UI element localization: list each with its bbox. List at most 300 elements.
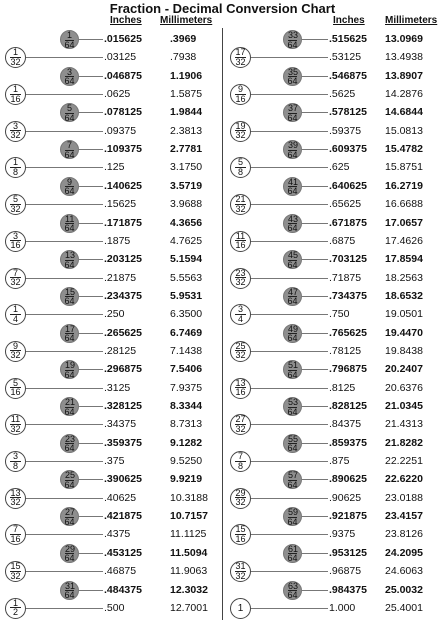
inches-value: .609375 bbox=[329, 143, 367, 156]
table-row bbox=[222, 471, 445, 488]
fraction-badge bbox=[60, 581, 79, 600]
fraction-numerator: 33 bbox=[288, 30, 299, 40]
inches-value: .296875 bbox=[104, 363, 142, 376]
millimeters-value: 20.6376 bbox=[385, 381, 423, 394]
leader-line bbox=[251, 57, 328, 58]
fraction-numerator: 19 bbox=[65, 360, 76, 371]
fraction-denominator: 16 bbox=[10, 93, 21, 104]
inches-value: .578125 bbox=[329, 106, 367, 119]
fraction-numerator: 47 bbox=[288, 286, 299, 297]
fraction-numerator: 9 bbox=[66, 176, 72, 187]
leader-line bbox=[79, 223, 103, 224]
table-row bbox=[0, 526, 222, 543]
table-row bbox=[222, 563, 445, 580]
millimeters-value: 23.8126 bbox=[385, 528, 423, 541]
fraction-denominator: 32 bbox=[10, 423, 21, 434]
fraction-numerator: 55 bbox=[288, 433, 299, 444]
fraction-numerator: 45 bbox=[288, 250, 299, 261]
leader-line bbox=[302, 590, 328, 591]
fraction-denominator: 16 bbox=[235, 533, 246, 544]
millimeters-value: 6.7469 bbox=[170, 326, 203, 339]
millimeters-value: 14.6844 bbox=[385, 106, 423, 119]
leader-line bbox=[251, 388, 328, 389]
millimeters-value: 11.5094 bbox=[170, 546, 208, 559]
fraction-badge bbox=[5, 488, 26, 509]
millimeters-value: 19.8438 bbox=[385, 344, 423, 357]
table-row bbox=[0, 104, 222, 121]
leader-line bbox=[79, 39, 103, 40]
fraction-badge bbox=[5, 84, 26, 105]
fraction-numerator: 51 bbox=[288, 360, 299, 371]
table-row bbox=[0, 545, 222, 562]
table-row bbox=[0, 453, 222, 470]
inches-value: .515625 bbox=[329, 33, 367, 45]
millimeters-value: 16.2719 bbox=[385, 179, 423, 192]
table-row bbox=[222, 196, 445, 213]
inches-value: .203125 bbox=[104, 253, 142, 266]
fraction-denominator: 64 bbox=[287, 39, 298, 50]
fraction-badge bbox=[60, 360, 79, 379]
millimeters-header-left: Millimeters bbox=[160, 15, 213, 26]
inches-value: .640625 bbox=[329, 179, 367, 192]
leader-line bbox=[26, 498, 103, 499]
inches-value: .21875 bbox=[104, 271, 137, 284]
fraction-denominator: 64 bbox=[287, 112, 298, 123]
fraction-denominator: 64 bbox=[287, 553, 298, 564]
millimeters-value: 7.9375 bbox=[170, 381, 203, 394]
fraction-numerator: 5 bbox=[235, 158, 246, 168]
inches-value: .390625 bbox=[104, 473, 142, 486]
fraction-numerator: 31 bbox=[65, 580, 76, 591]
fraction-badge bbox=[283, 581, 302, 600]
leader-line bbox=[79, 76, 103, 77]
fraction-denominator: 64 bbox=[287, 186, 298, 197]
leader-line bbox=[302, 296, 328, 297]
table-row bbox=[0, 416, 222, 433]
fraction-badge bbox=[230, 231, 251, 252]
fraction-denominator: 64 bbox=[287, 296, 298, 307]
fraction-numerator: 3 bbox=[66, 66, 72, 77]
fraction-denominator: 16 bbox=[235, 387, 246, 398]
fraction-denominator: 8 bbox=[237, 166, 243, 177]
leader-line bbox=[302, 516, 328, 517]
fraction-badge bbox=[283, 177, 302, 196]
table-row bbox=[0, 251, 222, 268]
inches-value: .71875 bbox=[329, 271, 362, 284]
inches-value: .140625 bbox=[104, 179, 142, 192]
millimeters-value: .7938 bbox=[170, 51, 197, 64]
millimeters-value: 24.6063 bbox=[385, 565, 423, 578]
inches-value: .84375 bbox=[329, 418, 362, 431]
table-row bbox=[222, 526, 445, 543]
inches-value: .750 bbox=[329, 308, 350, 321]
millimeters-header-right: Millimeters bbox=[385, 15, 438, 26]
table-row bbox=[0, 340, 222, 361]
fraction-numerator: 27 bbox=[235, 414, 246, 425]
millimeters-value: 25.4001 bbox=[385, 601, 423, 614]
millimeters-value: 21.0345 bbox=[385, 400, 423, 412]
fraction-denominator: 64 bbox=[287, 333, 298, 344]
fraction-denominator: 64 bbox=[287, 259, 298, 270]
leader-line bbox=[302, 443, 328, 444]
fraction-badge bbox=[60, 214, 79, 233]
fraction-badge bbox=[5, 451, 26, 472]
table-row bbox=[222, 230, 445, 251]
fraction-badge bbox=[60, 287, 79, 306]
fraction-numerator: 3 bbox=[10, 452, 21, 462]
leader-line bbox=[251, 461, 328, 462]
millimeters-value: 15.8751 bbox=[385, 161, 423, 174]
millimeters-value: 10.3188 bbox=[170, 491, 208, 504]
inches-value: .359375 bbox=[104, 436, 142, 449]
millimeters-value: 10.7157 bbox=[170, 510, 208, 523]
fraction-denominator: 64 bbox=[64, 406, 75, 417]
fraction-denominator: 32 bbox=[235, 423, 246, 434]
table-row bbox=[222, 435, 445, 452]
inches-value: .484375 bbox=[104, 583, 142, 596]
table-row bbox=[0, 49, 222, 66]
fraction-badge bbox=[60, 397, 79, 416]
leader-line bbox=[79, 112, 103, 113]
fraction-denominator: 8 bbox=[12, 460, 18, 471]
fraction-badge bbox=[60, 470, 79, 489]
inches-value: .375 bbox=[104, 455, 125, 468]
inches-value: .921875 bbox=[329, 510, 367, 523]
table-row bbox=[222, 453, 445, 470]
fraction-numerator: 3 bbox=[10, 232, 21, 242]
leader-line bbox=[79, 259, 103, 260]
leader-line bbox=[26, 131, 103, 132]
millimeters-value: 12.7001 bbox=[170, 601, 208, 614]
table-row bbox=[222, 306, 445, 323]
fraction-numerator: 7 bbox=[10, 525, 21, 535]
inches-value: .78125 bbox=[329, 344, 362, 357]
fraction-denominator: 64 bbox=[64, 443, 75, 454]
millimeters-value: 23.0188 bbox=[385, 491, 423, 504]
fraction-denominator: 32 bbox=[235, 350, 246, 361]
fraction-numerator: 7 bbox=[235, 452, 246, 462]
millimeters-value: 13.8907 bbox=[385, 69, 423, 82]
fraction-denominator: 64 bbox=[64, 333, 75, 344]
inches-value: .671875 bbox=[329, 216, 367, 229]
fraction-denominator: 32 bbox=[235, 277, 246, 288]
fraction-badge bbox=[60, 103, 79, 122]
fraction-numerator: 15 bbox=[10, 561, 21, 572]
fraction-numerator: 7 bbox=[10, 269, 21, 279]
fraction-denominator: 32 bbox=[235, 497, 246, 508]
fraction-denominator: 32 bbox=[235, 203, 246, 214]
millimeters-value: 1.1906 bbox=[170, 69, 203, 82]
fraction-denominator: 64 bbox=[287, 516, 298, 527]
inches-value: .500 bbox=[104, 601, 125, 614]
inches-value: .953125 bbox=[329, 546, 367, 559]
leader-line bbox=[302, 333, 328, 334]
fraction-badge bbox=[230, 561, 251, 582]
fraction-denominator: 32 bbox=[10, 277, 21, 288]
fraction-badge bbox=[5, 231, 26, 252]
fraction-numerator: 7 bbox=[66, 140, 72, 151]
fraction-numerator: 53 bbox=[288, 397, 299, 407]
millimeters-value: 18.6532 bbox=[385, 289, 423, 302]
fraction-denominator: 32 bbox=[235, 130, 246, 141]
fraction-denominator: 64 bbox=[64, 259, 75, 270]
table-row bbox=[0, 120, 222, 141]
inches-value: .828125 bbox=[329, 400, 367, 412]
table-row bbox=[222, 487, 445, 508]
leader-line bbox=[26, 534, 103, 535]
fraction-numerator: 21 bbox=[235, 194, 246, 205]
fraction-badge bbox=[230, 451, 251, 472]
inches-value: .65625 bbox=[329, 198, 362, 211]
fraction-numerator: 31 bbox=[235, 561, 246, 572]
fraction-denominator: 32 bbox=[235, 570, 246, 581]
fraction-numerator: 37 bbox=[288, 103, 299, 114]
leader-line bbox=[79, 369, 103, 370]
millimeters-value: 19.4470 bbox=[385, 326, 423, 339]
millimeters-value: 3.9688 bbox=[170, 198, 203, 211]
table-row bbox=[0, 563, 222, 580]
table-row bbox=[222, 159, 445, 176]
fraction-badge bbox=[5, 341, 26, 362]
leader-line bbox=[26, 388, 103, 389]
table-row bbox=[0, 267, 222, 288]
fraction-denominator: 32 bbox=[10, 56, 21, 67]
leader-line bbox=[26, 314, 103, 315]
table-row bbox=[0, 582, 222, 599]
fraction-numerator: 1 bbox=[237, 602, 244, 614]
table-row bbox=[0, 471, 222, 488]
fraction-denominator: 4 bbox=[12, 313, 18, 324]
inches-value: .015625 bbox=[104, 33, 142, 45]
leader-line bbox=[26, 351, 103, 352]
fraction-denominator: 64 bbox=[64, 296, 75, 307]
leader-line bbox=[251, 314, 328, 315]
table-row bbox=[0, 288, 222, 305]
inches-value: .40625 bbox=[104, 491, 137, 504]
fraction-numerator: 59 bbox=[288, 507, 299, 518]
inches-value: .8125 bbox=[329, 381, 356, 394]
leader-line bbox=[302, 186, 328, 187]
millimeters-value: 7.5406 bbox=[170, 363, 203, 376]
leader-line bbox=[79, 443, 103, 444]
table-row bbox=[222, 31, 445, 48]
leader-line bbox=[79, 553, 103, 554]
fraction-numerator: 3 bbox=[10, 122, 21, 132]
inches-value: .890625 bbox=[329, 473, 367, 486]
inches-value: .453125 bbox=[104, 546, 142, 559]
table-row bbox=[222, 508, 445, 525]
fraction-denominator: 64 bbox=[64, 149, 75, 160]
millimeters-value: 2.3813 bbox=[170, 124, 203, 137]
fraction-numerator: 63 bbox=[288, 580, 299, 591]
inches-header-left: Inches bbox=[110, 15, 142, 26]
inches-value: .15625 bbox=[104, 198, 137, 211]
fraction-badge bbox=[283, 544, 302, 563]
inches-value: .9375 bbox=[329, 528, 356, 541]
fraction-denominator: 64 bbox=[64, 479, 75, 490]
leader-line bbox=[26, 461, 103, 462]
leader-line bbox=[79, 333, 103, 334]
fraction-numerator: 1 bbox=[10, 305, 21, 315]
fraction-badge bbox=[60, 177, 79, 196]
millimeters-value: 4.7625 bbox=[170, 234, 203, 247]
millimeters-value: 1.5875 bbox=[170, 88, 203, 101]
fraction-badge bbox=[283, 324, 302, 343]
leader-line bbox=[79, 406, 103, 407]
inches-value: .765625 bbox=[329, 326, 367, 339]
inches-value: .28125 bbox=[104, 344, 137, 357]
leader-line bbox=[251, 131, 328, 132]
fraction-numerator: 23 bbox=[235, 267, 246, 278]
fraction-denominator: 32 bbox=[10, 570, 21, 581]
fraction-badge bbox=[230, 378, 251, 399]
fraction-badge bbox=[60, 67, 79, 86]
millimeters-value: .3969 bbox=[170, 33, 197, 45]
fraction-badge bbox=[5, 414, 26, 435]
millimeters-value: 17.0657 bbox=[385, 216, 423, 229]
leader-line bbox=[251, 204, 328, 205]
inches-value: .234375 bbox=[104, 289, 142, 302]
millimeters-value: 19.0501 bbox=[385, 308, 423, 321]
millimeters-value: 20.2407 bbox=[385, 363, 423, 376]
fraction-numerator: 9 bbox=[235, 85, 246, 95]
fraction-numerator: 15 bbox=[65, 286, 76, 297]
table-row bbox=[222, 398, 445, 415]
table-row bbox=[222, 416, 445, 433]
millimeters-value: 1.9844 bbox=[170, 106, 203, 119]
inches-header-right: Inches bbox=[333, 15, 365, 26]
inches-value: .09375 bbox=[104, 124, 137, 137]
inches-value: .5625 bbox=[329, 88, 356, 101]
table-row bbox=[222, 361, 445, 378]
fraction-denominator: 64 bbox=[64, 590, 75, 600]
leader-line bbox=[302, 112, 328, 113]
leader-line bbox=[79, 479, 103, 480]
fraction-badge bbox=[5, 194, 26, 215]
fraction-numerator: 3 bbox=[235, 305, 246, 315]
table-row bbox=[222, 86, 445, 103]
fraction-denominator: 64 bbox=[64, 516, 75, 527]
fraction-badge bbox=[230, 414, 251, 435]
table-row bbox=[0, 325, 222, 342]
table-row bbox=[222, 178, 445, 195]
fraction-numerator: 17 bbox=[65, 323, 76, 334]
fraction-numerator: 35 bbox=[288, 66, 299, 77]
fraction-denominator: 64 bbox=[287, 479, 298, 490]
millimeters-value: 22.2251 bbox=[385, 455, 423, 468]
fraction-numerator: 1 bbox=[10, 158, 21, 168]
fraction-numerator: 29 bbox=[65, 543, 76, 554]
fraction-denominator: 4 bbox=[237, 313, 243, 324]
table-row bbox=[0, 508, 222, 525]
table-row bbox=[0, 178, 222, 195]
table-row bbox=[0, 306, 222, 323]
leader-line bbox=[26, 241, 103, 242]
fraction-denominator: 16 bbox=[235, 240, 246, 251]
table-row bbox=[0, 196, 222, 213]
millimeters-value: 4.3656 bbox=[170, 216, 203, 229]
fraction-numerator: 23 bbox=[65, 433, 76, 444]
fraction-badge bbox=[5, 378, 26, 399]
fraction-badge bbox=[230, 194, 251, 215]
fraction-numerator: 57 bbox=[288, 470, 299, 481]
leader-line bbox=[302, 479, 328, 480]
inches-value: .546875 bbox=[329, 69, 367, 82]
millimeters-value: 7.1438 bbox=[170, 344, 203, 357]
fraction-badge bbox=[283, 250, 302, 269]
fraction-badge bbox=[5, 47, 26, 68]
fraction-numerator: 9 bbox=[10, 342, 21, 352]
fraction-numerator: 49 bbox=[288, 323, 299, 334]
table-row bbox=[222, 120, 445, 141]
fraction-badge bbox=[283, 287, 302, 306]
inches-value: .984375 bbox=[329, 583, 367, 596]
fraction-badge bbox=[230, 121, 251, 142]
leader-line bbox=[26, 94, 103, 95]
fraction-denominator: 64 bbox=[64, 223, 75, 233]
inches-value: .90625 bbox=[329, 491, 362, 504]
millimeters-value: 9.9219 bbox=[170, 473, 203, 486]
millimeters-value: 11.1125 bbox=[170, 528, 207, 541]
inches-value: .125 bbox=[104, 161, 125, 174]
fraction-numerator: 41 bbox=[288, 176, 299, 187]
millimeters-value: 6.3500 bbox=[170, 308, 203, 321]
fraction-badge bbox=[230, 341, 251, 362]
millimeters-value: 23.4157 bbox=[385, 510, 423, 523]
leader-line bbox=[26, 424, 103, 425]
fraction-denominator: 16 bbox=[10, 240, 21, 251]
inches-value: .796875 bbox=[329, 363, 367, 376]
millimeters-value: 24.2095 bbox=[385, 546, 423, 559]
fraction-badge bbox=[5, 157, 26, 178]
fraction-badge bbox=[5, 598, 26, 619]
millimeters-value: 15.0813 bbox=[385, 124, 423, 137]
fraction-badge bbox=[5, 268, 26, 289]
leader-line bbox=[302, 369, 328, 370]
table-row bbox=[222, 325, 445, 342]
millimeters-value: 3.5719 bbox=[170, 179, 203, 192]
table-row bbox=[222, 267, 445, 288]
fraction-denominator: 64 bbox=[64, 76, 75, 87]
fraction-numerator: 13 bbox=[10, 487, 21, 498]
fraction-denominator: 2 bbox=[12, 607, 18, 618]
millimeters-value: 14.2876 bbox=[385, 88, 423, 101]
fraction-denominator: 64 bbox=[287, 149, 298, 160]
leader-line bbox=[251, 571, 328, 572]
fraction-badge bbox=[60, 250, 79, 269]
fraction-denominator: 64 bbox=[287, 406, 298, 417]
leader-line bbox=[26, 57, 103, 58]
fraction-numerator: 1 bbox=[10, 85, 21, 95]
leader-line bbox=[302, 39, 328, 40]
leader-line bbox=[251, 278, 328, 279]
fraction-badge bbox=[60, 434, 79, 453]
leader-line bbox=[251, 167, 328, 168]
fraction-denominator: 16 bbox=[235, 93, 246, 104]
fraction-badge bbox=[283, 397, 302, 416]
leader-line bbox=[251, 534, 328, 535]
millimeters-value: 9.5250 bbox=[170, 455, 203, 468]
fraction-numerator: 39 bbox=[288, 140, 299, 151]
table-row bbox=[222, 251, 445, 268]
fraction-badge bbox=[230, 47, 251, 68]
fraction-denominator: 16 bbox=[10, 387, 21, 398]
fraction-badge bbox=[283, 140, 302, 159]
fraction-numerator: 5 bbox=[10, 195, 21, 205]
inches-value: .3125 bbox=[104, 381, 131, 394]
leader-line bbox=[251, 608, 328, 609]
fraction-denominator: 32 bbox=[10, 203, 21, 214]
